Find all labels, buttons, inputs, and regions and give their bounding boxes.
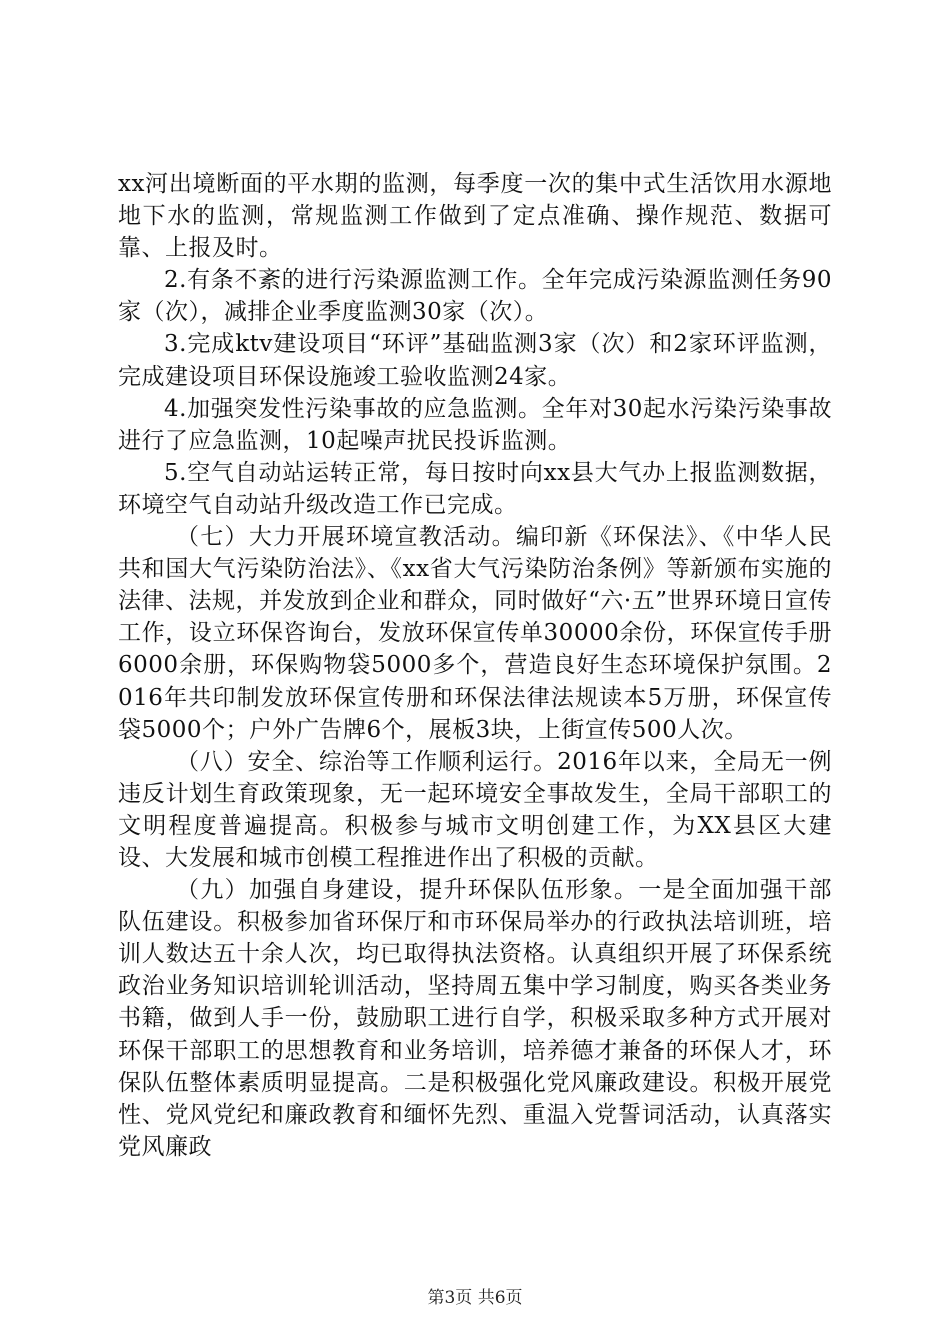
document-body	[118, 168, 832, 1163]
paragraph-monitoring-continued: xx河出境断面的平水期的监测，每季度一次的集中式生活饮用水源地地下水的监测，常规监测工作做到了定点准确、操作规范、数据可靠、上报及时。	[118, 171, 832, 262]
paragraph-item-3: 3.完成ktv建设项目“环评”基础监测3家（次）和2家环评监测，完成建设项目环保设施竣工验收监测24家。	[118, 331, 832, 390]
page-number-footer: 第3页 共6页	[427, 1288, 523, 1308]
paragraph-section-8: （八）安全、综治等工作顺利运行。2016年以来，全局无一例违反计划生育政策现象，无一起环境安全事故发生，全局干部职工的文明程度普遍提高。积极参与城市文明创建工作，为XX县区大建设、大发展和城市创模工程推进作出了积极的贡献。	[118, 748, 832, 871]
paragraph-section-9: （九）加强自身建设，提升环保队伍形象。一是全面加强干部队伍建设。积极参加省环保厅和市环保局举办的行政执法培训班，培训人数达五十余人次，均已取得执法资格。认真组织开展了环保系统政治业务知识培训轮训活动，坚持周五集中学习制度，购买各类业务书籍，做到人手一份，鼓励职工进行自学，积极采取多种方式开展对环保干部职工的思想教育和业务培训，培养德才兼备的环保人才，环保队伍整体素质明显提高。二是积极强化党风廉政建设。积极开展党性、党风党纪和廉政教育和缅怀先烈、重温入党誓词活动，认真落实党风廉政	[118, 877, 832, 1160]
paragraph-section-7: （七）大力开展环境宣教活动。编印新《环保法》、《中华人民共和国大气污染防治法》、《xx省大气污染防治条例》等新颁布实施的法律、法规，并发放到企业和群众，同时做好“六·五”世界环境日宣传工作，设立环保咨询台，发放环保宣传单30000余份，环保宣传手册6000余册，环保购物袋5000多个，营造良好生态环境保护氛围。2016年共印制发放环保宣传册和环保法律法规读本5万册，环保宣传袋5000个；户外广告牌6个，展板3块，上街宣传500人次。	[118, 524, 832, 743]
paragraph-item-4: 4.加强突发性污染事故的应急监测。全年对30起水污染污染事故进行了应急监测，10起噪声扰民投诉监测。	[118, 395, 832, 454]
paragraph-item-5: 5.空气自动站运转正常，每日按时向xx县大气办上报监测数据，环境空气自动站升级改造工作已完成。	[118, 459, 832, 518]
paragraph-item-2: 2.有条不紊的进行污染源监测工作。全年完成污染源监测任务90家（次），减排企业季度监测30家（次）。	[118, 267, 832, 326]
